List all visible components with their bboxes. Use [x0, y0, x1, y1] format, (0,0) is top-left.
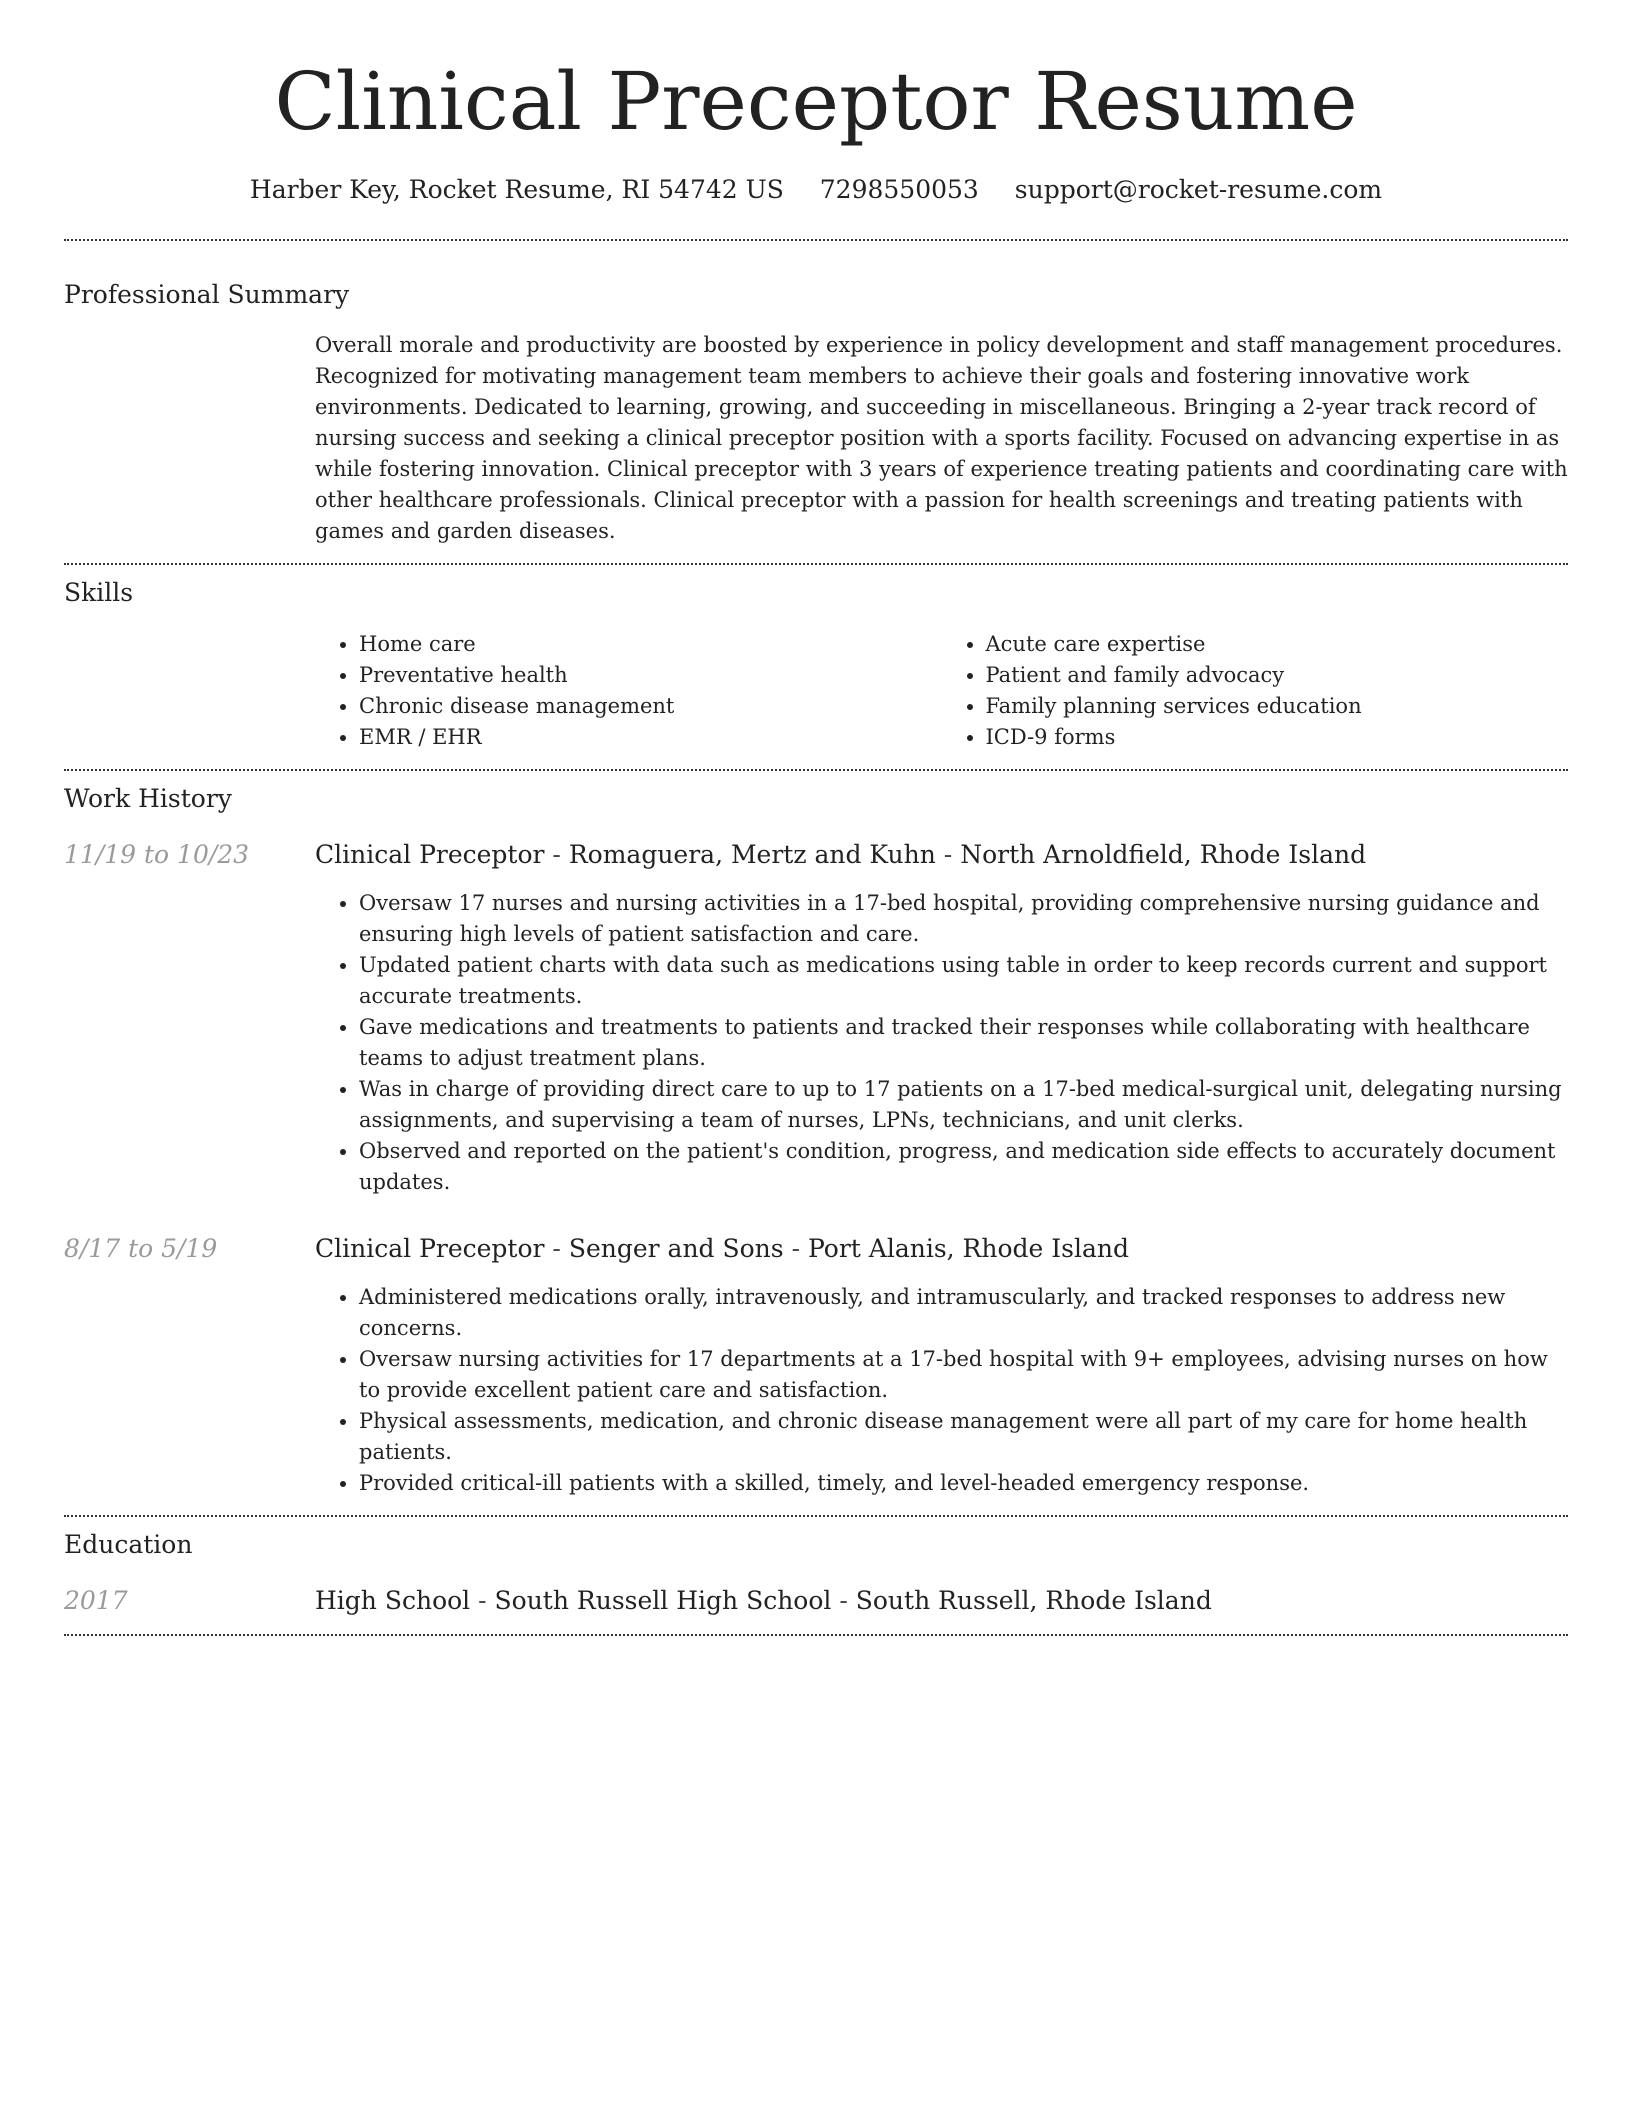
contact-address: Harber Key, Rocket Resume, RI 54742 US — [249, 175, 784, 204]
header-divider — [64, 239, 1568, 241]
skill-item: • Patient and family advocacy — [986, 660, 1569, 691]
summary-section — [64, 278, 1568, 547]
education-heading: Education — [64, 1530, 193, 1559]
job-location: North Arnoldfield, Rhode Island — [960, 840, 1367, 869]
education-year: 2017 — [64, 1586, 128, 1615]
resume-page — [64, 0, 1568, 1636]
job-header — [64, 838, 1568, 872]
job-bullet: • Updated patient charts with data such as medications using table in order to keep records current and support accurate treatments. — [359, 950, 1568, 1012]
education-entry — [64, 1584, 1568, 1618]
job-entry — [64, 1232, 1568, 1499]
summary-divider — [64, 563, 1568, 565]
work-divider — [64, 1515, 1568, 1517]
job-bullet: • Observed and reported on the patient's condition, progress, and medication side effects to accurately document updates. — [359, 1136, 1568, 1198]
separator: - — [544, 840, 569, 869]
education-section — [64, 1528, 1568, 1618]
summary-heading: Professional Summary — [64, 280, 350, 309]
separator: - — [935, 840, 961, 869]
separator: - — [470, 1586, 495, 1615]
job-bullets — [315, 888, 1568, 1198]
separator: - — [783, 1234, 808, 1263]
skill-item: • Preventative health — [359, 660, 942, 691]
job-title: Clinical Preceptor — [315, 840, 545, 869]
job-bullet: • Gave medications and treatments to patients and tracked their responses while collaborating with healthcare teams to adjust treatment plans. — [359, 1012, 1568, 1074]
job-entry — [64, 838, 1568, 1198]
skills-list-left — [315, 629, 942, 753]
skills-section — [64, 576, 1568, 753]
skills-heading: Skills — [64, 578, 134, 607]
education-heading-line — [315, 1584, 1212, 1618]
job-bullets — [315, 1282, 1568, 1499]
job-bullet: • Was in charge of providing direct care to up to 17 patients on a 17-bed medical-surgical unit, delegating nursing assignments, and supervising a team of nurses, LPNs, technicians, and unit clerks. — [359, 1074, 1568, 1136]
skills-divider — [64, 769, 1568, 771]
job-company: Senger and Sons — [568, 1234, 784, 1263]
skills-list-right — [942, 629, 1569, 753]
education-divider — [64, 1634, 1568, 1636]
education-degree: High School — [315, 1586, 471, 1615]
contact-email: support@rocket-resume.com — [1014, 175, 1383, 204]
separator: - — [544, 1234, 569, 1263]
skill-item: • Family planning services education — [986, 691, 1569, 722]
skill-item: • ICD-9 forms — [986, 722, 1569, 753]
job-bullet: • Provided critical-ill patients with a skilled, timely, and level-headed emergency response. — [359, 1468, 1568, 1499]
job-location: Port Alanis, Rhode Island — [807, 1234, 1129, 1263]
education-location: South Russell, Rhode Island — [855, 1586, 1212, 1615]
skill-item: • EMR / EHR — [359, 722, 942, 753]
job-bullet: • Administered medications orally, intravenously, and intramuscularly, and tracked responses to address new concerns. — [359, 1282, 1568, 1344]
skill-item: • Acute care expertise — [986, 629, 1569, 660]
job-heading — [315, 838, 1366, 872]
skill-item: • Home care — [359, 629, 942, 660]
contact-phone: 7298550053 — [819, 175, 979, 204]
job-company: Romaguera, Mertz and Kuhn — [568, 840, 936, 869]
work-heading: Work History — [64, 784, 232, 813]
job-bullet: • Oversaw nursing activities for 17 departments at a 17-bed hospital with 9+ employees, advising nurses on how to provide excellent patient care and satisfaction. — [359, 1344, 1568, 1406]
contact-line — [64, 172, 1568, 208]
job-bullet: • Physical assessments, medication, and chronic disease management were all part of my care for home health patients. — [359, 1406, 1568, 1468]
skill-item: • Chronic disease management — [359, 691, 942, 722]
job-dates: 8/17 to 5/19 — [64, 1234, 218, 1263]
page-title: Clinical Preceptor Resume — [274, 55, 1358, 148]
work-section — [64, 782, 1568, 1499]
separator: - — [831, 1586, 856, 1615]
job-header — [64, 1232, 1568, 1266]
summary-text: Overall morale and productivity are boosted by experience in policy development and staff management procedures. Recognized for motivating management team members to achieve their goals and fostering innovative work environments. Dedicated to learning, growing, and succeeding in miscellaneous. Bringing a 2-year track record of nursing success and seeking a clinical preceptor position with a sports facility. Focused on advancing expertise in as while fostering innovation. Clinical preceptor with 3 years of experience treating patients and coordinating care with other healthcare professionals. Clinical preceptor with a passion for health screenings and treating patients with games and garden diseases. — [315, 333, 1568, 543]
job-title: Clinical Preceptor — [315, 1234, 545, 1263]
job-bullet: • Oversaw 17 nurses and nursing activities in a 17-bed hospital, providing comprehensive nursing guidance and ensuring high levels of patient satisfaction and care. — [359, 888, 1568, 950]
skills-grid — [315, 629, 1568, 753]
education-school: South Russell High School — [494, 1586, 832, 1615]
job-dates: 11/19 to 10/23 — [64, 840, 250, 869]
job-heading — [315, 1232, 1129, 1266]
